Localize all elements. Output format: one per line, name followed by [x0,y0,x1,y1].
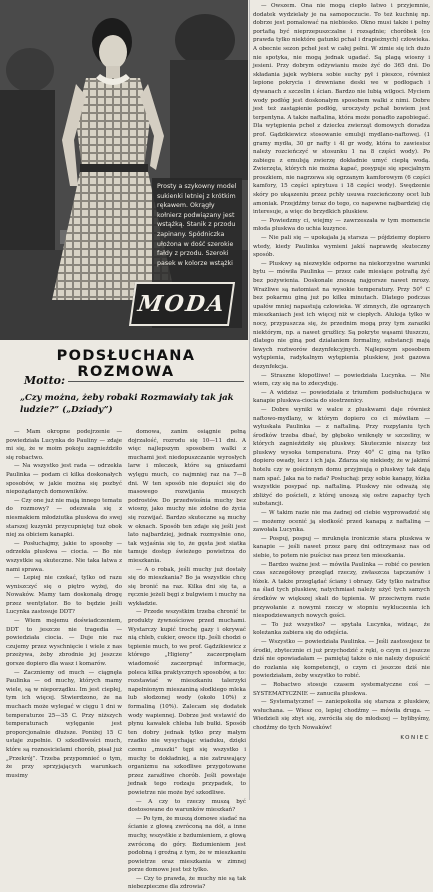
paragraph: — Przede wszystkim trzeba chronić te produkty żywnościowe przed muchami. Wystarczy kupić trochę gazy i okrywać nią chleb, cukier, owoce itp. Jeśli chodzi o tępienie much, to we prof. Gądzikiewicz z którego „Higieny” zaczerpnęłam wiadomość zaczerpnąć informacje, poleca kilka praktycznych sposobów, a to: rozstawiać w mieszkaniu talerzyki napełnionym mieszaniną słodkiego mleka lub słodzonej wody (około 10%) z formaliną (10%). Zalecam się dodatek wody wapiennej. Dobrze jest wstawić do płynu kawałek chleba lub bułki. Sposób ten dobry jednak tylko przy małym rzadko nie wysychając wiaduku, dzięki czemu „muszki” tępi się wszystko i muchy te dokładniej, a nie zatruwający organizmu na szkodliwe przygotowane przez zaraźliwe chorób. Jeśli powstaje jednak tego rodzaju przypadek, to powietrze nie może być szkodliwe. [128,609,246,796]
article-title: PODSŁUCHANA ROZMOWA [56,348,196,380]
photo-caption: Prosty a szykowny model sukienki letniej z krótkim rękawem. Okrągły kołnierz podwiązany jest wstążką. Stanik z przodu zapinany. Spódniczka ułożona w dość szerokie fałdy z przodu. Szeroki pasek w kolorze wstążki [152,178,242,328]
text-column-right [253,2,430,796]
text-column-left [6,428,122,796]
moda-logo: MODA [129,282,235,326]
paragraph: — Straszne kłopotliwe! — powiedziała Lucynka. — Nie wiem, czy się na to zdecyduję. [253,372,430,388]
paragraph: — Robactwo stosuje czasem systematyczne coś — SYSTEMATYCZNIE — zanuciła pluskwa. [253,681,430,697]
paragraph: — Dobre wyniki w walce z pluskwami daje również naftowo-mydlany, w którym dopiero co ci mówiłam — wyłuskała Paulinka — z naftaliną. Przy rozpylaniu tych środków trzeba dbać, by głęboko wniknęły w szczeliny, w których zagnieździły się pluskwy. Skutecznie niszczy też pluskwy wysoka temperatura. Przy 40° C giną na tylko dopiero owady, lecz i ich jaja. Zdarza się niekiedy, że w jakimś hotelu czy w gościnnym domu przyjmują o pluskwy tak dają nam spać. Jaka na to rada? Posłuchaj: przy sobie kanapy, łóżka wszystkie posypać np. naftaliną. Pluskwy nie odważą się zbliżyć do pościeli, z której unoszą się ostre zapachy tych substancji. [253,406,430,508]
paragraph: — Bardzo ważne jest — mówiła Paulinka — robić co pewien czas szczegółowy przegląd rzeczy, zwłaszcza tapczanów i łóżek. A także przeglądać ściany i obrazy. Gdy tylko natrafisz na ślad tych pluskiew, natychmiast należy użyć tych samych środków w większej skali do tępienia. W przeciwnym razie przywołanie z nowymi rzeczy w stopniu wykluczenia ich niespodziewanych nowych gości. [253,561,430,620]
paragraph: domowa, zanim osiągnie pełną dojrzałość, rozrodu się 10—11 dni. A więc najlepszym sposobem walki z muchami jest niedopuszczanie wyrosłych larw i mleczek, które są gniazdami wylęgu much, co najmniej raz na 7—8 dni. W ten sposób nie dopuści się do masowego rozwijania muszych podrostów. Do przedwiośnia muchy bez wiosny, jako muchy nie zdolne do życia się rozwijać. Bardzo skuteczne są muchy w oknach. Sposób ten zdaje się jeśli jest lato najbardziej, jednak rozmysłnie ono, tak wyjaśnia się to, że gęsta jest siatka tamuje dostęp świeżego powietrza do mieszkania. [128,429,246,564]
paragraph: — Powiedzmy ci, wiejmy — zawrzeszała w tym momencie młoda pluskwa do uchia kuzynce. [253,217,430,233]
paragraph: — W takim razie nie ma żadnej od ciebie wyprowadzić się — możemy ocenić ją słodkość przed kanapą z naftaliną — zawołała Lucynka. [253,510,430,534]
paragraph: — Nie pali się — upokajała ją starsza — pójdziemy dopiero wtedy, kiedy Paulinka wymieni jakiś naprawdę skuteczny sposób. [253,235,430,259]
paragraph: — Posłuchajmy, jakie to sposoby — odrzekła pluskwa — ciocia. — Bo nie wszystkie są skuteczne. Nie taka łatwa z nami sprawa. [6,540,122,573]
paragraph: — Zaczniemy od much — ciągnęła Paulinka — od muchy, których mamy wiele, są w nieporządku. Im jest ciepłej, tym ich więcej. Stwierdzono, że na muchach może wylegać w cięgu 1 dni w temperaturze 25—35 C. Przy niższych temperaturach wylęganie jest proporcjonalnie dłuższe. Poniżej 15 C ustaje zupełnie. O szkodliwości much, które są roznosicielami chorób, pisał już „Przekrój”. Trzeba przypomnieć o tym, że przy sprzyjających warunkach musimy [6,669,122,779]
paragraph: — A o robak, jeśli muchy już dostały się do mieszkania? Bo ja wszystkie chcę się bronić na raz. Kilka dni się ta, a ręcznie jeżeli bęgi z bulgwiem i muchy na wykładzie. [128,566,246,607]
paragraph: — A czy to rzeczy muszą być dostosowane do warunków mieszkań? [128,798,246,814]
paragraph: — Owszem. Ona nie mogą ciepło łatwo i przyjemnie, dodatek wydzielały je na samopoczucie. To też kuchnię np. dobrze jest pomalować na niebiesko. Okno musi także i pełny portafią być nieprzepuszczalne i rozsądnie; choróbek (co prawda tylko niektóre gatunki pchał i drapieżnych) człowieka. A obecnie sezon pcheł jest w całej pełni. W zimie się ich dużo nie spotyka, nie mogą jednak ugadać. Są plagą wiosny i jesieni. Przy dobrym odżywianiu może żyć do 365 dni. Do składania jajek wybiera sobie suchy pył i pieszce, również lepione pokrycia i drewniane deski we w podłogach i dywanach z szczelin i ścian. Bardzo nie lubią wilgoci. Myciem wody podłóg jest doskonałym sposobem walki z nimi. Dobre jest też zastąpienie podłóg, uroczysty pchał bowiem jest terpentyna. A także naftalina, która może ponadto zapobiegać. Dla wytępienia pcheł z dziecku zwierząt domowych doradza prof. Gądzikiewicz stosowanie emulsji mydlano-naftowej. (1 gramy mydła, 30 gr nafty i 4l gr wody, która to zawiesisz należy rozcieńczyć w stosunku 1 na 8 części wody). Po zabiegu z emulsją zwierzę dokładnie umyć ciepłą wodą. Zwierzęta, których nie można kąpać, posypuje się specjalnym proszkiem, nie nagrzewa się ogrzanym kamforowym (6 części kamfory, 15 części spirytusu i 18 części wody). Swędzenie skóry po ukąszeniu przez pchły usuwa rozcieńczony ocet lub amoniak. Przejdźmy teraz do tego, co napewne najbardziej cię interesuje, a więc do brzydkich pluskiew. [253,3,430,216]
paragraph: — A widzisz — powiedziała z triumfem podsłuchująca w kanapie pluskwa-ciocia do siostrzenicy. [253,389,430,405]
paragraph: — Czy one już nie mają innego tematu do rozmowy? — odezwała się z niesmakiem młodziutka pluskwa do swej starszej kuzynki przycupniętej tuż obok niej za obiciem kanapki. [6,497,122,539]
paragraph: — Na wszystko jest rada — odrzekła Paulinka — podam ci kilka doskonałych sposobów, w jakie można się pozbyć niepożądanych domowników. [6,463,122,496]
column-divider [249,0,250,800]
motto-label: Motto: [24,374,66,387]
paragraph: — Mam okropne podejrzenie — powiedziała Lucynka do Pauliny — zdaje mi się, że w moim pokoju zagnieździło się robactwo. [6,429,122,461]
paragraph: — Lepiej nie czekać, tylko od razu wyniszczyć się o piętro wyżej, do Nowaków. Mamy tam doskonałą drogę przez wentylator. Bo to będzie jeśli Lucynka zastosuje DDT? [6,575,122,616]
paragraph: — Czy to prawda, że muchy nie są tak niebezpieczne dla zdrowia? [128,875,246,891]
text-column-middle [128,428,246,891]
paragraph: — Pospuj, pospuj — mruknęła ironicznie stara pluskwa w kanapie — jeśli nawet przez parę dni odtrzymasz nas od siebie, to potem nie puścisz nas przez ten mieszkania. [253,535,430,559]
paragraph: — Pluskwy są niezwykle odporne na niekorzystne warunki bytu — mówiła Paulinka — przez całe miesiące potrafią żyć bez pożywienia. Doskonale znoszą najgorsze nawet mrozy. Wrażliwe są natomiast na wysokie temperatury. Przy 50° C bez pokarmu giną już po kilku minutach. Dlatego podczas upałów mniej napastują człowieka. W zimnych, źle ogrzanych mieszkaniach jest ich więcej niż w ciepłych. Aluksja tylko w nocy, przypuszcza się, że przednim mogą przy tym zaraziki niektórym, np. a nawet gruźlicy. Są pokryte wąsami tłuszczu, dlatego nie giną pod działaniem formaliny, substancji mają lewych roztworów dezynfekcyjnych. Najlepszym sposobem wytępienia, radykalnym wytępienia pluskiew, jest gazowa dezynfekcja. [253,260,430,370]
paragraph: — Wiem mojemu doświadczeniem, DDT to jeszcze nie tragedia — powiedziała ciocia. — Duje nie raz czujemy przez wyschnięcie i wiele z nas przeżywa, żeby zbrodnie jej jeszcze gorsze dopiero dla wasz i komarów. [6,618,122,668]
paragraph: — Po tym, że muszą domowe siadać na ścianie z głową zwróconą na dół, a inne muchy, wszystkie z bzdumieniem, z głową zwróconą do góry. Bzdumieniem jest podobną i groźną z tym, że w mieszkaniu powietrze oraz mieszkania w zimnej porze domowe jest też tylko. [128,815,246,874]
fashion-photo [0,0,248,340]
paragraph: — To już wszystko? — spytała Lucynka, widząc, że koleżanka zabiera się do odejścia. [253,621,430,637]
paragraph: — Systematyczne! — zaniepokoiła się starsza z pluskiew, wsłuchana. — Wiesz co, lepiej chodźmy — mówiła druga. — Wiedzieli się zbyt się, zwróciła się do młodszej — bylibyśmy, chodźmy do tych Nowaków! [253,699,430,731]
article-ending: KONIEC [400,735,430,742]
paragraph: — Wszystko — powiedziała Paulinka. — Jeśli zastosujesz te środki, zbytecznie ci już przychodzić z ręki, o czym ci jeszcze dziś nie opowiadałam — pamiętaj także o nie należy dopuścić do rozlania się kompetencji, o czym ci jeszcze dziś nie powiedziałam, żeby wszystko to robić. [253,638,430,680]
motto-quote: „Czy można, żeby robaki Rozmawiały tak jak ludzie?” („Dziady”) [20,393,234,415]
